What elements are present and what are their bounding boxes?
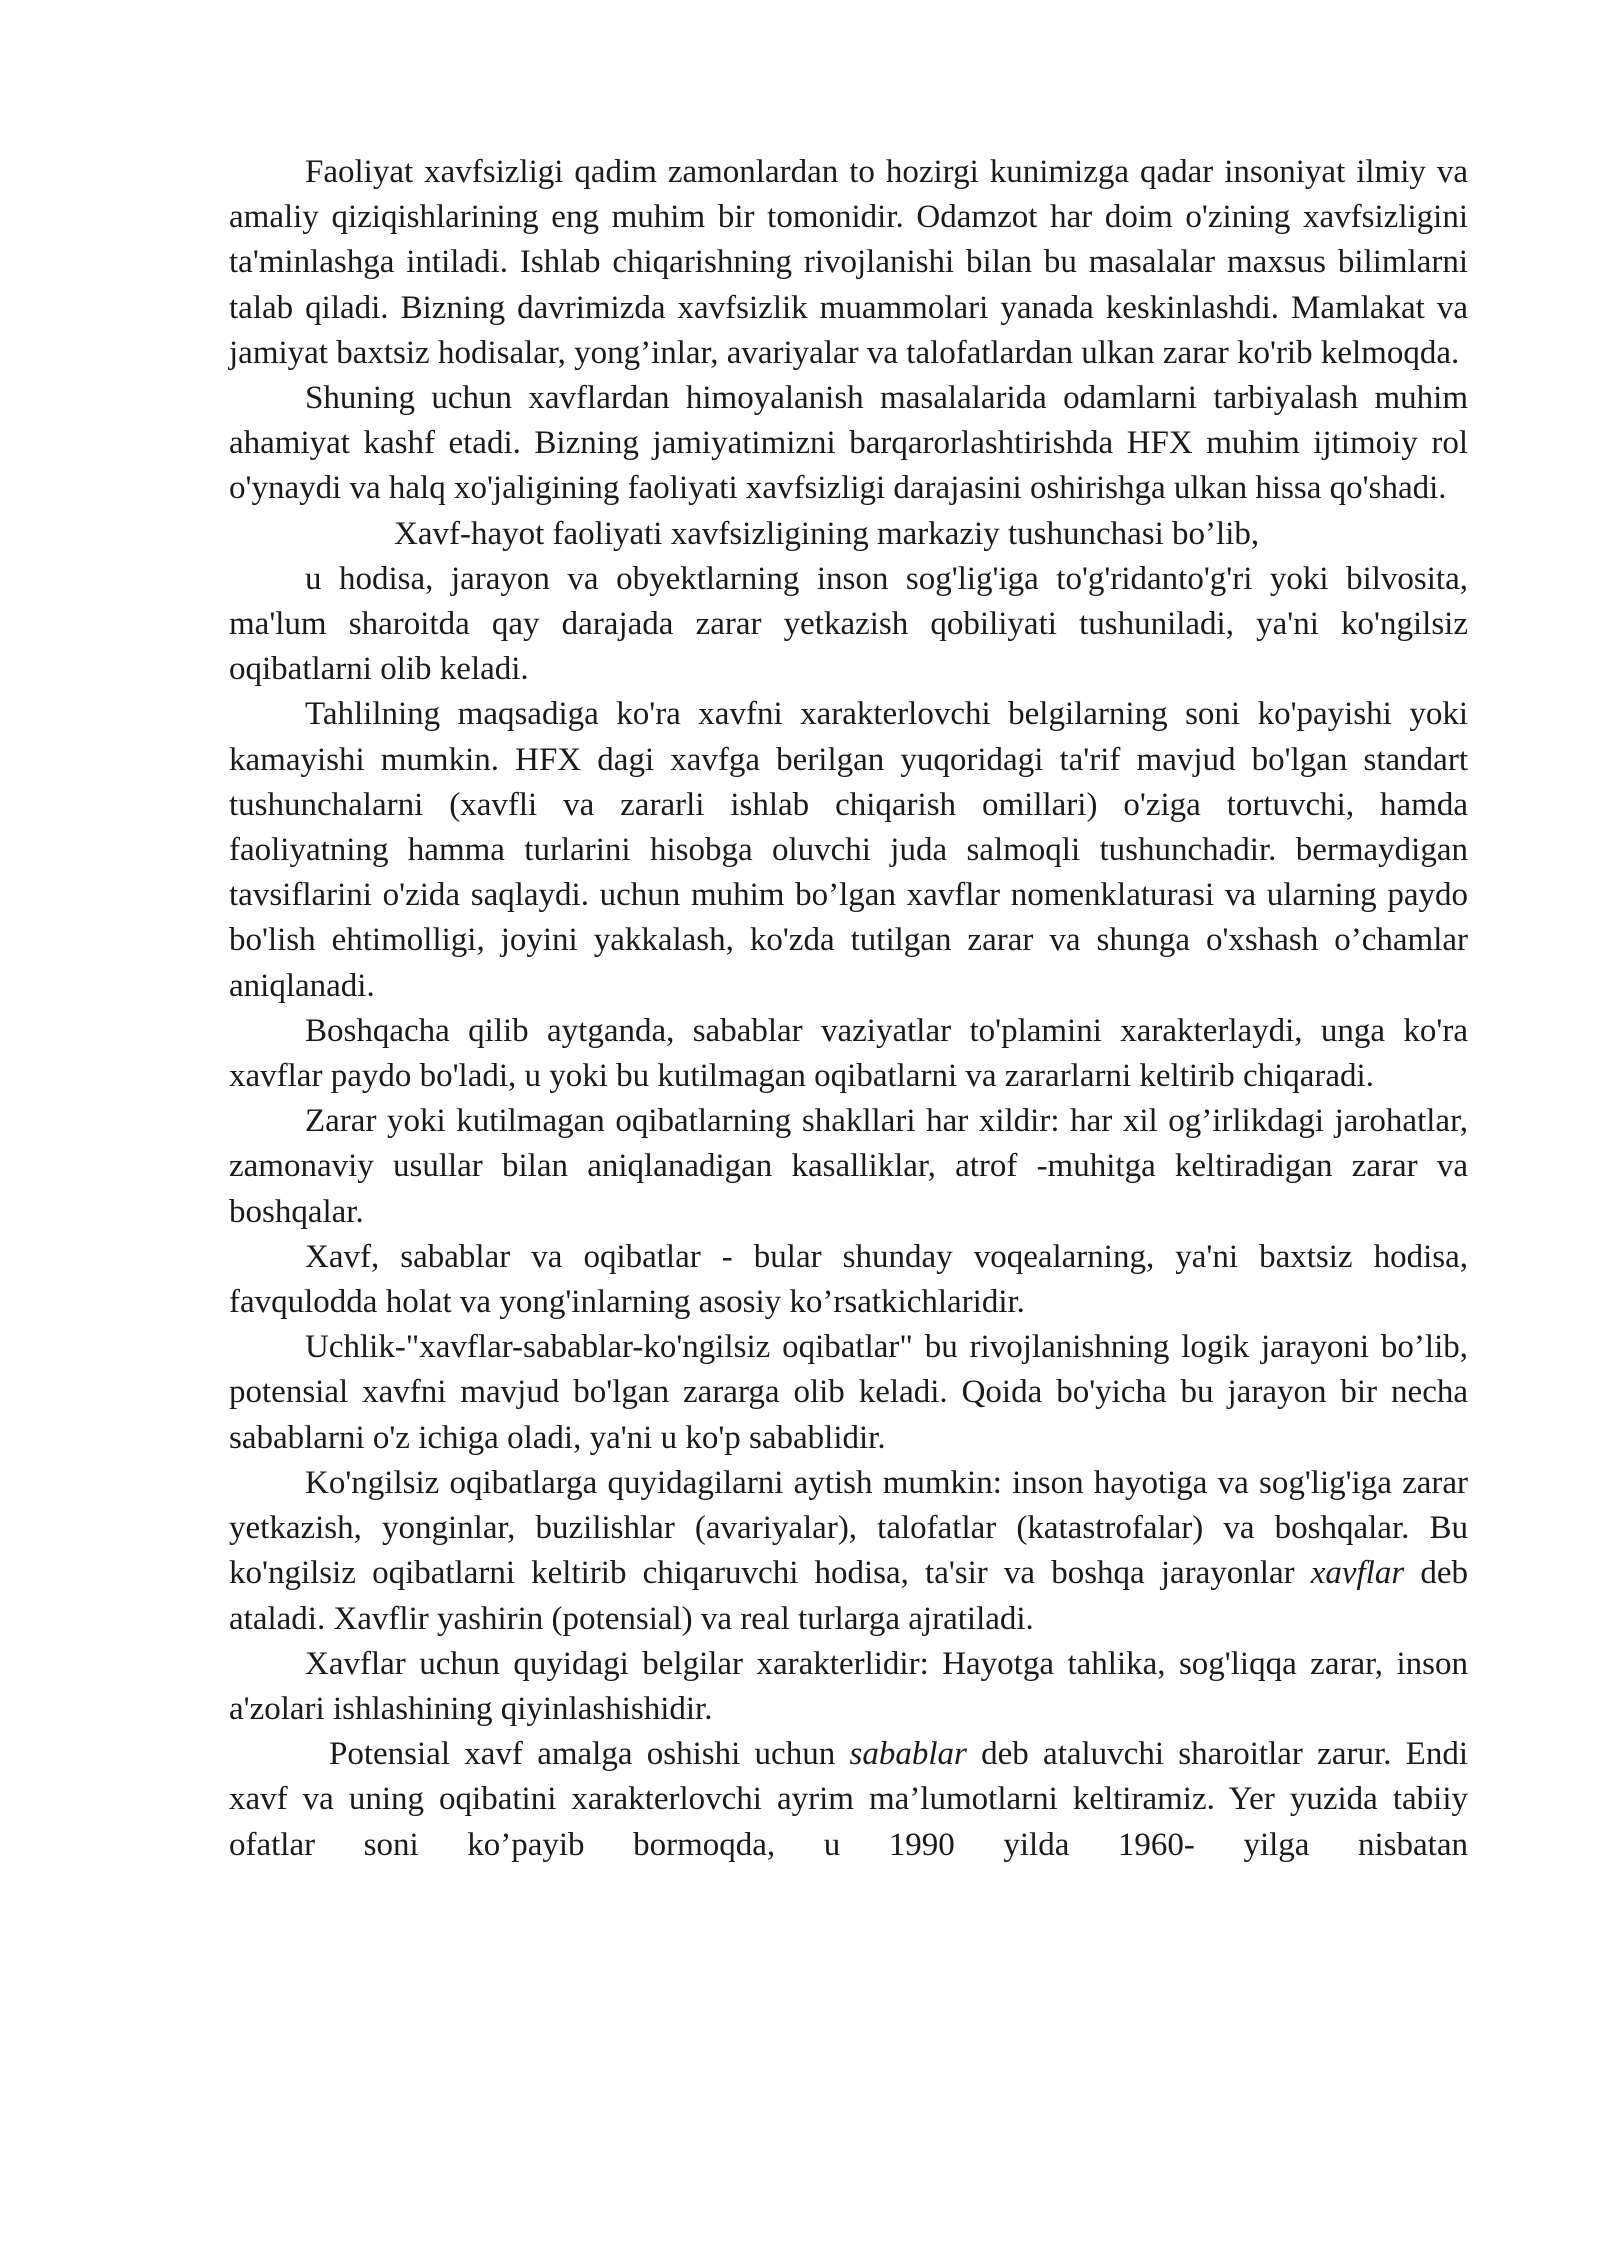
paragraph-7: Zarar yoki kutilmagan oqibatlarning shakllari har xildir: har xil og’irlikdagi jarohatlar, zamonaviy usullar bilan aniqlanadigan kasalliklar, atrof -muhitga keltiradigan zarar va boshqalar. (229, 1103, 1468, 1230)
paragraph-12-text-a: Potensial xavf amalga oshishi uchun (329, 1736, 850, 1773)
paragraph-8: Xavf, sabablar va oqibatlar - bular shunday voqealarning, ya'ni baxtsiz hodisa, favqulodda holat va yong'inlarning asosiy ko’rsatkichlaridir. (229, 1238, 1468, 1321)
paragraph-5: Tahlilning maqsadiga ko'ra xavfni xarakterlovchi belgilarning soni ko'payishi yoki kamayishi mumkin. HFX dagi xavfga berilgan yuqoridagi ta'rif mavjud bo'lgan standart tushunchalarni (xavfli va zararli ishlab chiqarish omillari) o'ziga tortuvchi, hamda faoliyatning hamma turlarini hisobga oluvchi juda salmoqli tushunchadir. bermaydigan tavsiflarini o'zida saqlaydi. uchun muhim bo’lgan xavflar nomenklaturasi va ularning paydo bo'lish ehtimolligi, joyini yakkalash, ko'zda tutilgan zarar va shunga o'xshash o’chamlar aniqlanadi. (229, 696, 1468, 1004)
paragraph-1: Faoliyat xavfsizligi qadim zamonlardan to hozirgi kunimizga qadar insoniyat ilmiy va amaliy qiziqishlarining eng muhim bir tomonidir. Odamzot har doim o'zining xavfsizligini ta'minlashga intiladi. Ishlab chiqarishning rivojlanishi bilan bu masalalar maxsus bilimlarni talab qiladi. Bizning davrimizda xavfsizlik muammolari yanada keskinlashdi. Mamlakat va jamiyat baxtsiz hodisalar, yong’inlar, avariyalar va talofatlardan ulkan zarar ko'rib kelmoqda. (229, 154, 1468, 371)
paragraph-10-text-a: Ko'ngilsiz oqibatlarga quyidagilarni aytish mumkin: inson hayotiga va sog'lig'iga zarar yetkazish, yonginlar, buzilishlar (avariyalar), talofatlar (katastrofalar) va boshqalar. Bu ko'ngilsiz oqibatlarni keltirib chiqaruvchi hodisa, ta'sir va boshqa jarayonlar (229, 1464, 1468, 1592)
paragraph-10 (229, 1461, 1468, 1642)
paragraph-11: Xavflar uchun quyidagi belgilar xarakterlidir: Hayotga tahlika, sog'liqqa zarar, inson a'zolari ishlashining qiyinlashishidir. (229, 1645, 1468, 1727)
paragraph-10-italic: xavflar (1310, 1555, 1405, 1592)
paragraph-12-text-b: deb ataluvchi sharoitlar zarur. Endi xavf va uning oqibatini xarakterlovchi ayrim ma’lumotlarni keltiramiz. Yer yuzida tabiiy ofatlar soni ko’payib bormoqda, u 1990 yilda 1960- yilga nisbatan (229, 1736, 1468, 1863)
paragraph-12 (229, 1732, 1468, 1868)
paragraph-6: Boshqacha qilib aytganda, sabablar vaziyatlar to'plamini xarakterlaydi, unga ko'ra xavflar paydo bo'ladi, u yoki bu kutilmagan oqibatlarni va zararlarni keltirib chiqaradi. (229, 1012, 1468, 1095)
paragraph-12-italic: sabablar (849, 1736, 967, 1773)
paragraph-4: u hodisa, jarayon va obyektlarning inson sog'lig'iga to'g'ridanto'g'ri yoki bilvosita, ma'lum sharoitda qay darajada zarar yetkazish qobiliyati tushuniladi, ya'ni ko'ngilsiz oqibatlarni olib keladi. (229, 560, 1468, 688)
document-page (229, 150, 1468, 1868)
paragraph-10-text-b: deb ataladi. Xavflir yashirin (potensial) va real turlarga ajratiladi. (229, 1555, 1468, 1637)
paragraph-9: Uchlik-"xavflar-sabablar-ko'ngilsiz oqibatlar" bu rivojlanishning logik jarayoni bo’lib, potensial xavfni mavjud bo'lgan zararga olib keladi. Qoida bo'yicha bu jarayon bir necha sabablarni o'z ichiga oladi, ya'ni u ko'p sabablidir. (229, 1329, 1468, 1456)
paragraph-2: Shuning uchun xavflardan himoyalanish masalalarida odamlarni tarbiyalash muhim ahamiyat kashf etadi. Bizning jamiyatimizni barqarorlashtirishda HFX muhim ijtimoiy rol o'ynaydi va halq xo'jaligining faoliyati xavfsizligi darajasini oshirishga ulkan hissa qo'shadi. (229, 380, 1468, 507)
paragraph-3: Xavf-hayot faoliyati xavfsizligining markaziy tushunchasi bo’lib, (394, 515, 1260, 552)
